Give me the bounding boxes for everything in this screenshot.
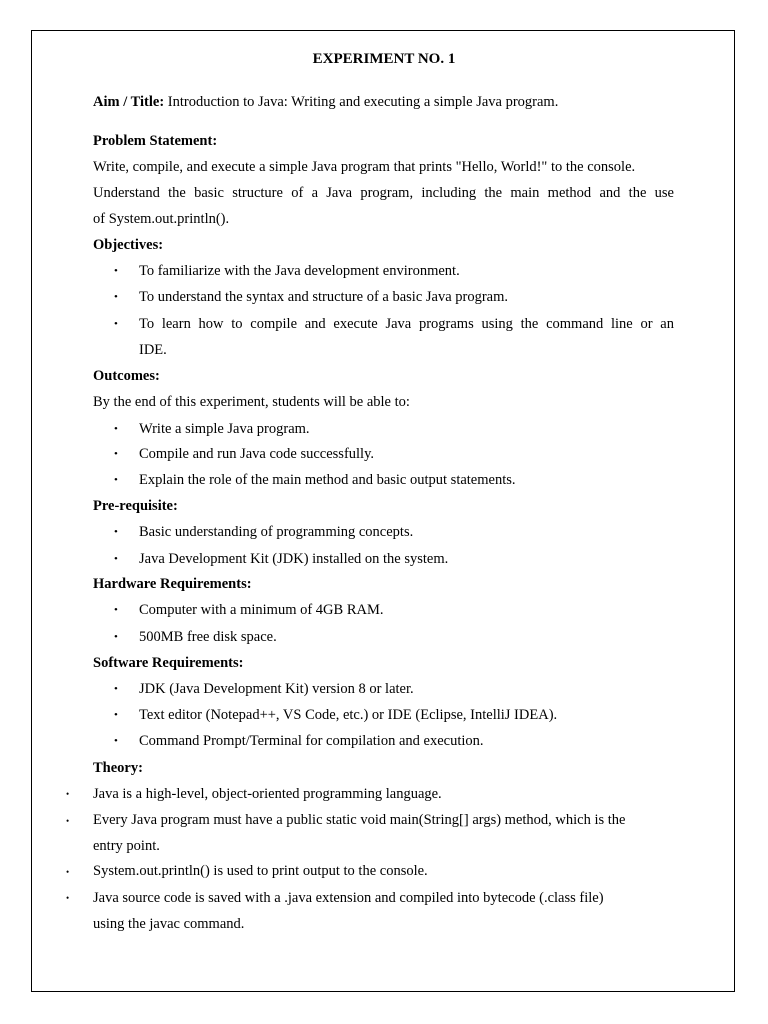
outcomes-intro: By the end of this experiment, students will be able to: xyxy=(93,394,410,410)
problem-heading: Problem Statement: xyxy=(93,133,218,149)
bullet-icon: • xyxy=(114,683,118,695)
outcome-item: Write a simple Java program. xyxy=(139,421,310,437)
objective-item: To familiarize with the Java development environment. xyxy=(139,263,460,279)
hardware-item: 500MB free disk space. xyxy=(139,629,277,645)
software-heading: Software Requirements: xyxy=(93,655,244,671)
bullet-icon: • xyxy=(114,604,118,616)
bullet-icon: • xyxy=(114,265,118,277)
hardware-item: Computer with a minimum of 4GB RAM. xyxy=(139,602,384,618)
objective-item: To learn how to compile and execute Java programs using the command line or an xyxy=(139,316,674,332)
theory-item-continued: entry point. xyxy=(93,838,160,854)
hardware-heading: Hardware Requirements: xyxy=(93,576,252,592)
outcomes-heading: Outcomes: xyxy=(93,368,160,384)
bullet-icon: • xyxy=(66,789,70,799)
problem-line-2: Understand the basic structure of a Java program, including the main method and the use xyxy=(93,185,674,201)
theory-item: System.out.println() is used to print output to the console. xyxy=(93,863,428,879)
bullet-icon: • xyxy=(114,735,118,747)
bullet-icon: • xyxy=(66,867,70,877)
theory-item: Java is a high-level, object-oriented programming language. xyxy=(93,786,442,802)
bullet-icon: • xyxy=(114,448,118,460)
theory-item: Every Java program must have a public static void main(String[] args) method, which is the xyxy=(93,812,626,828)
theory-item: Java source code is saved with a .java extension and compiled into bytecode (.class file) xyxy=(93,890,604,906)
software-item: Command Prompt/Terminal for compilation and execution. xyxy=(139,733,484,749)
bullet-icon: • xyxy=(114,423,118,435)
bullet-icon: • xyxy=(114,318,118,330)
software-item: Text editor (Notepad++, VS Code, etc.) or IDE (Eclipse, IntelliJ IDEA). xyxy=(139,707,558,723)
objectives-heading: Objectives: xyxy=(93,237,164,253)
bullet-icon: • xyxy=(66,816,70,826)
aim-label: Aim / Title: xyxy=(93,94,165,110)
problem-line-3: of System.out.println(). xyxy=(93,211,230,227)
bullet-icon: • xyxy=(114,553,118,565)
objective-item-continued: IDE. xyxy=(139,342,167,358)
objective-item: To understand the syntax and structure of a basic Java program. xyxy=(139,289,509,305)
bullet-icon: • xyxy=(114,631,118,643)
bullet-icon: • xyxy=(66,893,70,903)
aim-text: Introduction to Java: Writing and executing a simple Java program. xyxy=(164,94,559,110)
prereq-heading: Pre-requisite: xyxy=(93,498,178,514)
bullet-icon: • xyxy=(114,526,118,538)
problem-line-1: Write, compile, and execute a simple Java program that prints "Hello, World!" to the console. xyxy=(93,159,636,175)
theory-item-continued: using the javac command. xyxy=(93,916,245,932)
bullet-icon: • xyxy=(114,709,118,721)
prereq-item: Basic understanding of programming concepts. xyxy=(139,524,414,540)
outcome-item: Explain the role of the main method and basic output statements. xyxy=(139,472,516,488)
bullet-icon: • xyxy=(114,474,118,486)
software-item: JDK (Java Development Kit) version 8 or later. xyxy=(139,681,414,697)
aim-line xyxy=(93,94,558,111)
prereq-item: Java Development Kit (JDK) installed on the system. xyxy=(139,551,449,567)
bullet-icon: • xyxy=(114,291,118,303)
experiment-title: EXPERIMENT NO. 1 xyxy=(312,51,456,67)
outcome-item: Compile and run Java code successfully. xyxy=(139,446,375,462)
theory-heading: Theory: xyxy=(93,760,143,776)
